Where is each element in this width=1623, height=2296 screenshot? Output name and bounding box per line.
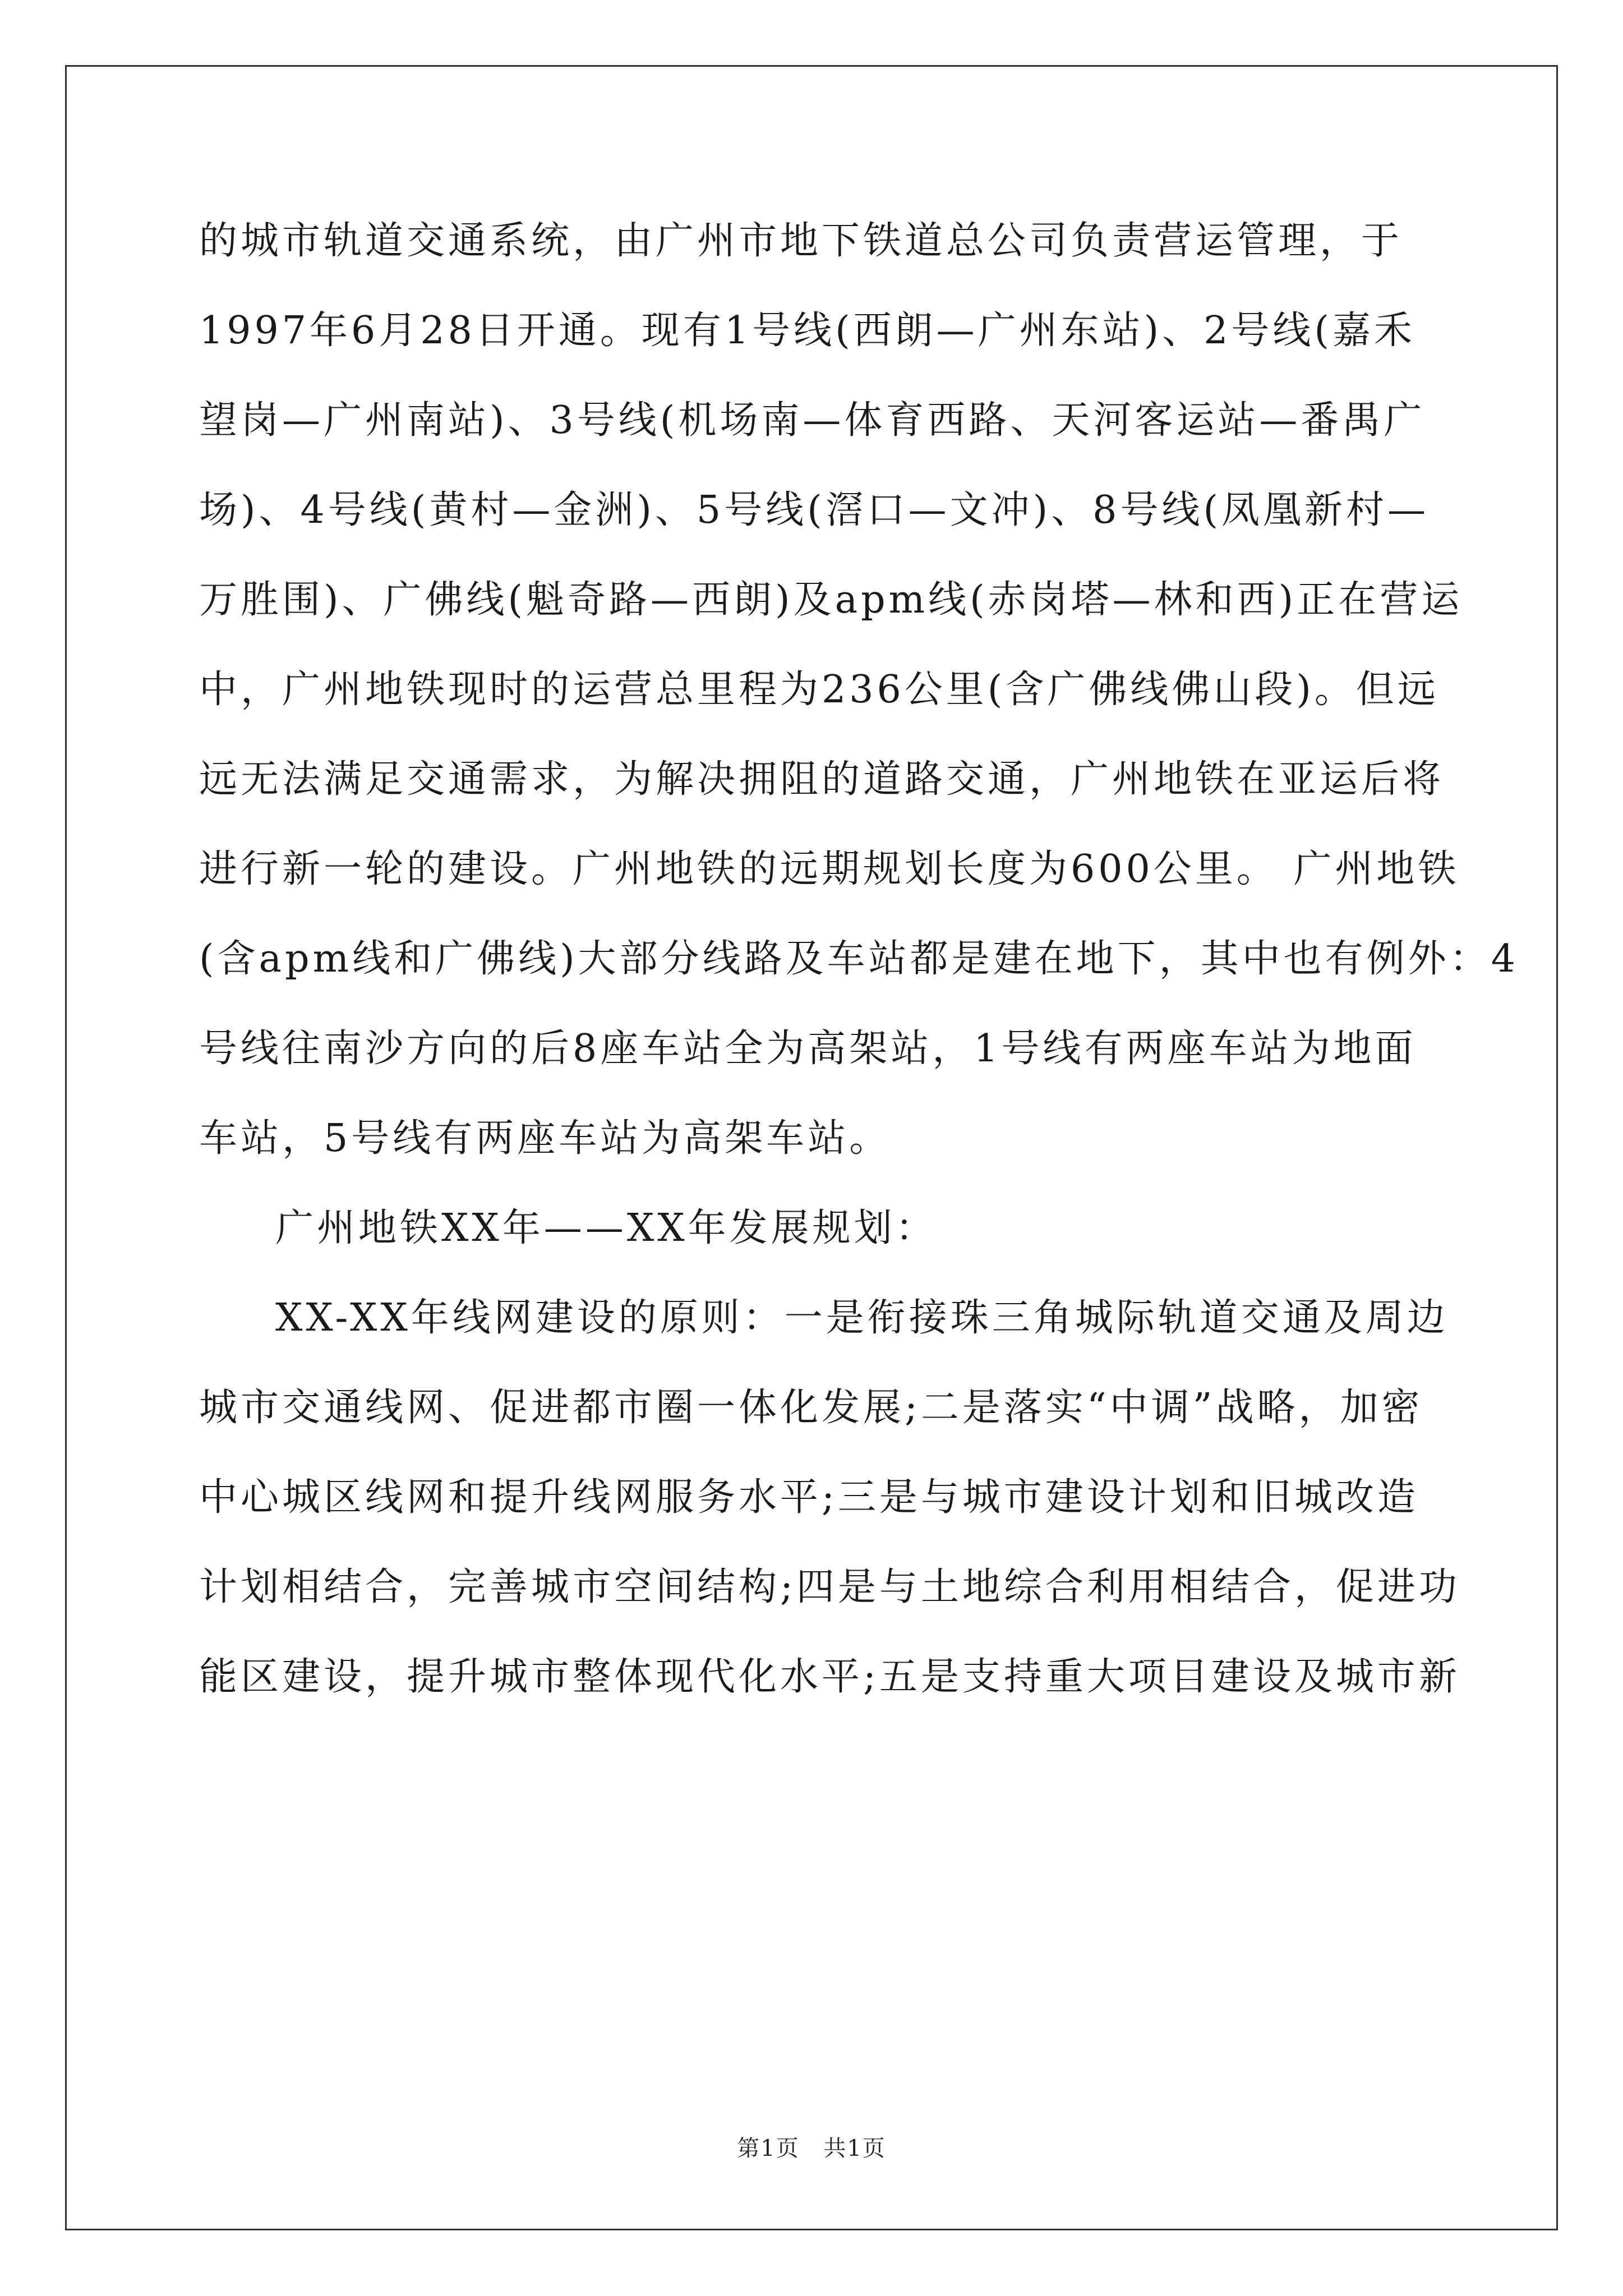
text-line: 中，广州地铁现时的运营总里程为236公里(含广佛线佛山段)。但远: [199, 668, 1439, 712]
document-body: [199, 196, 1519, 1722]
section-heading: 广州地铁XX年——XX年发展规划：: [275, 1206, 937, 1250]
text-line: 号线往南沙方向的后8座车站全为高架站，1号线有两座车站为地面: [199, 1027, 1417, 1071]
text-line: 计划相结合，完善城市空间结构;四是与土地综合利用相结合，促进功: [199, 1565, 1460, 1609]
text-line: 万胜围)、广佛线(魁奇路—西朗)及apm线(赤岗塔—林和西)正在营运: [199, 578, 1463, 622]
text-line: 1997年6月28日开通。现有1号线(西朗—广州东站)、2号线(嘉禾: [199, 309, 1415, 353]
text-line: 远无法满足交通需求，为解决拥阻的道路交通，广州地铁在亚运后将: [199, 757, 1445, 802]
text-line: 中心城区线网和提升线网服务水平;三是与城市建设计划和旧城改造: [199, 1475, 1419, 1520]
text-line: 望岗—广州南站)、3号线(机场南—体育西路、天河客运站—番禺广: [199, 398, 1426, 443]
text-line: 进行新一轮的建设。广州地铁的远期规划长度为600公里。 广州地铁: [199, 847, 1460, 891]
text-line: (含apm线和广佛线)大部分线路及车站都是建在地下，其中也有例外：4: [199, 937, 1519, 981]
page-total: 共1页: [823, 2136, 886, 2161]
text-line: 场)、4号线(黄村—金洲)、5号线(滘口—文冲)、8号线(凤凰新村—: [199, 488, 1429, 532]
text-line: 的城市轨道交通系统，由广州市地下铁道总公司负责营运管理，于: [199, 219, 1403, 263]
text-line: 城市交通线网、促进都市圈一体化发展;二是落实“中调”战略，加密: [199, 1386, 1423, 1430]
page-number: 第1页: [737, 2136, 800, 2161]
text-line: 车站，5号线有两座车站为高架车站。: [199, 1116, 891, 1161]
text-line: 能区建设，提升城市整体现代化水平;五是支持重大项目建设及城市新: [199, 1655, 1460, 1699]
page-footer: [0, 2134, 1623, 2162]
text-line: XX-XX年线网建设的原则：一是衔接珠三角城际轨道交通及周边: [275, 1296, 1449, 1340]
